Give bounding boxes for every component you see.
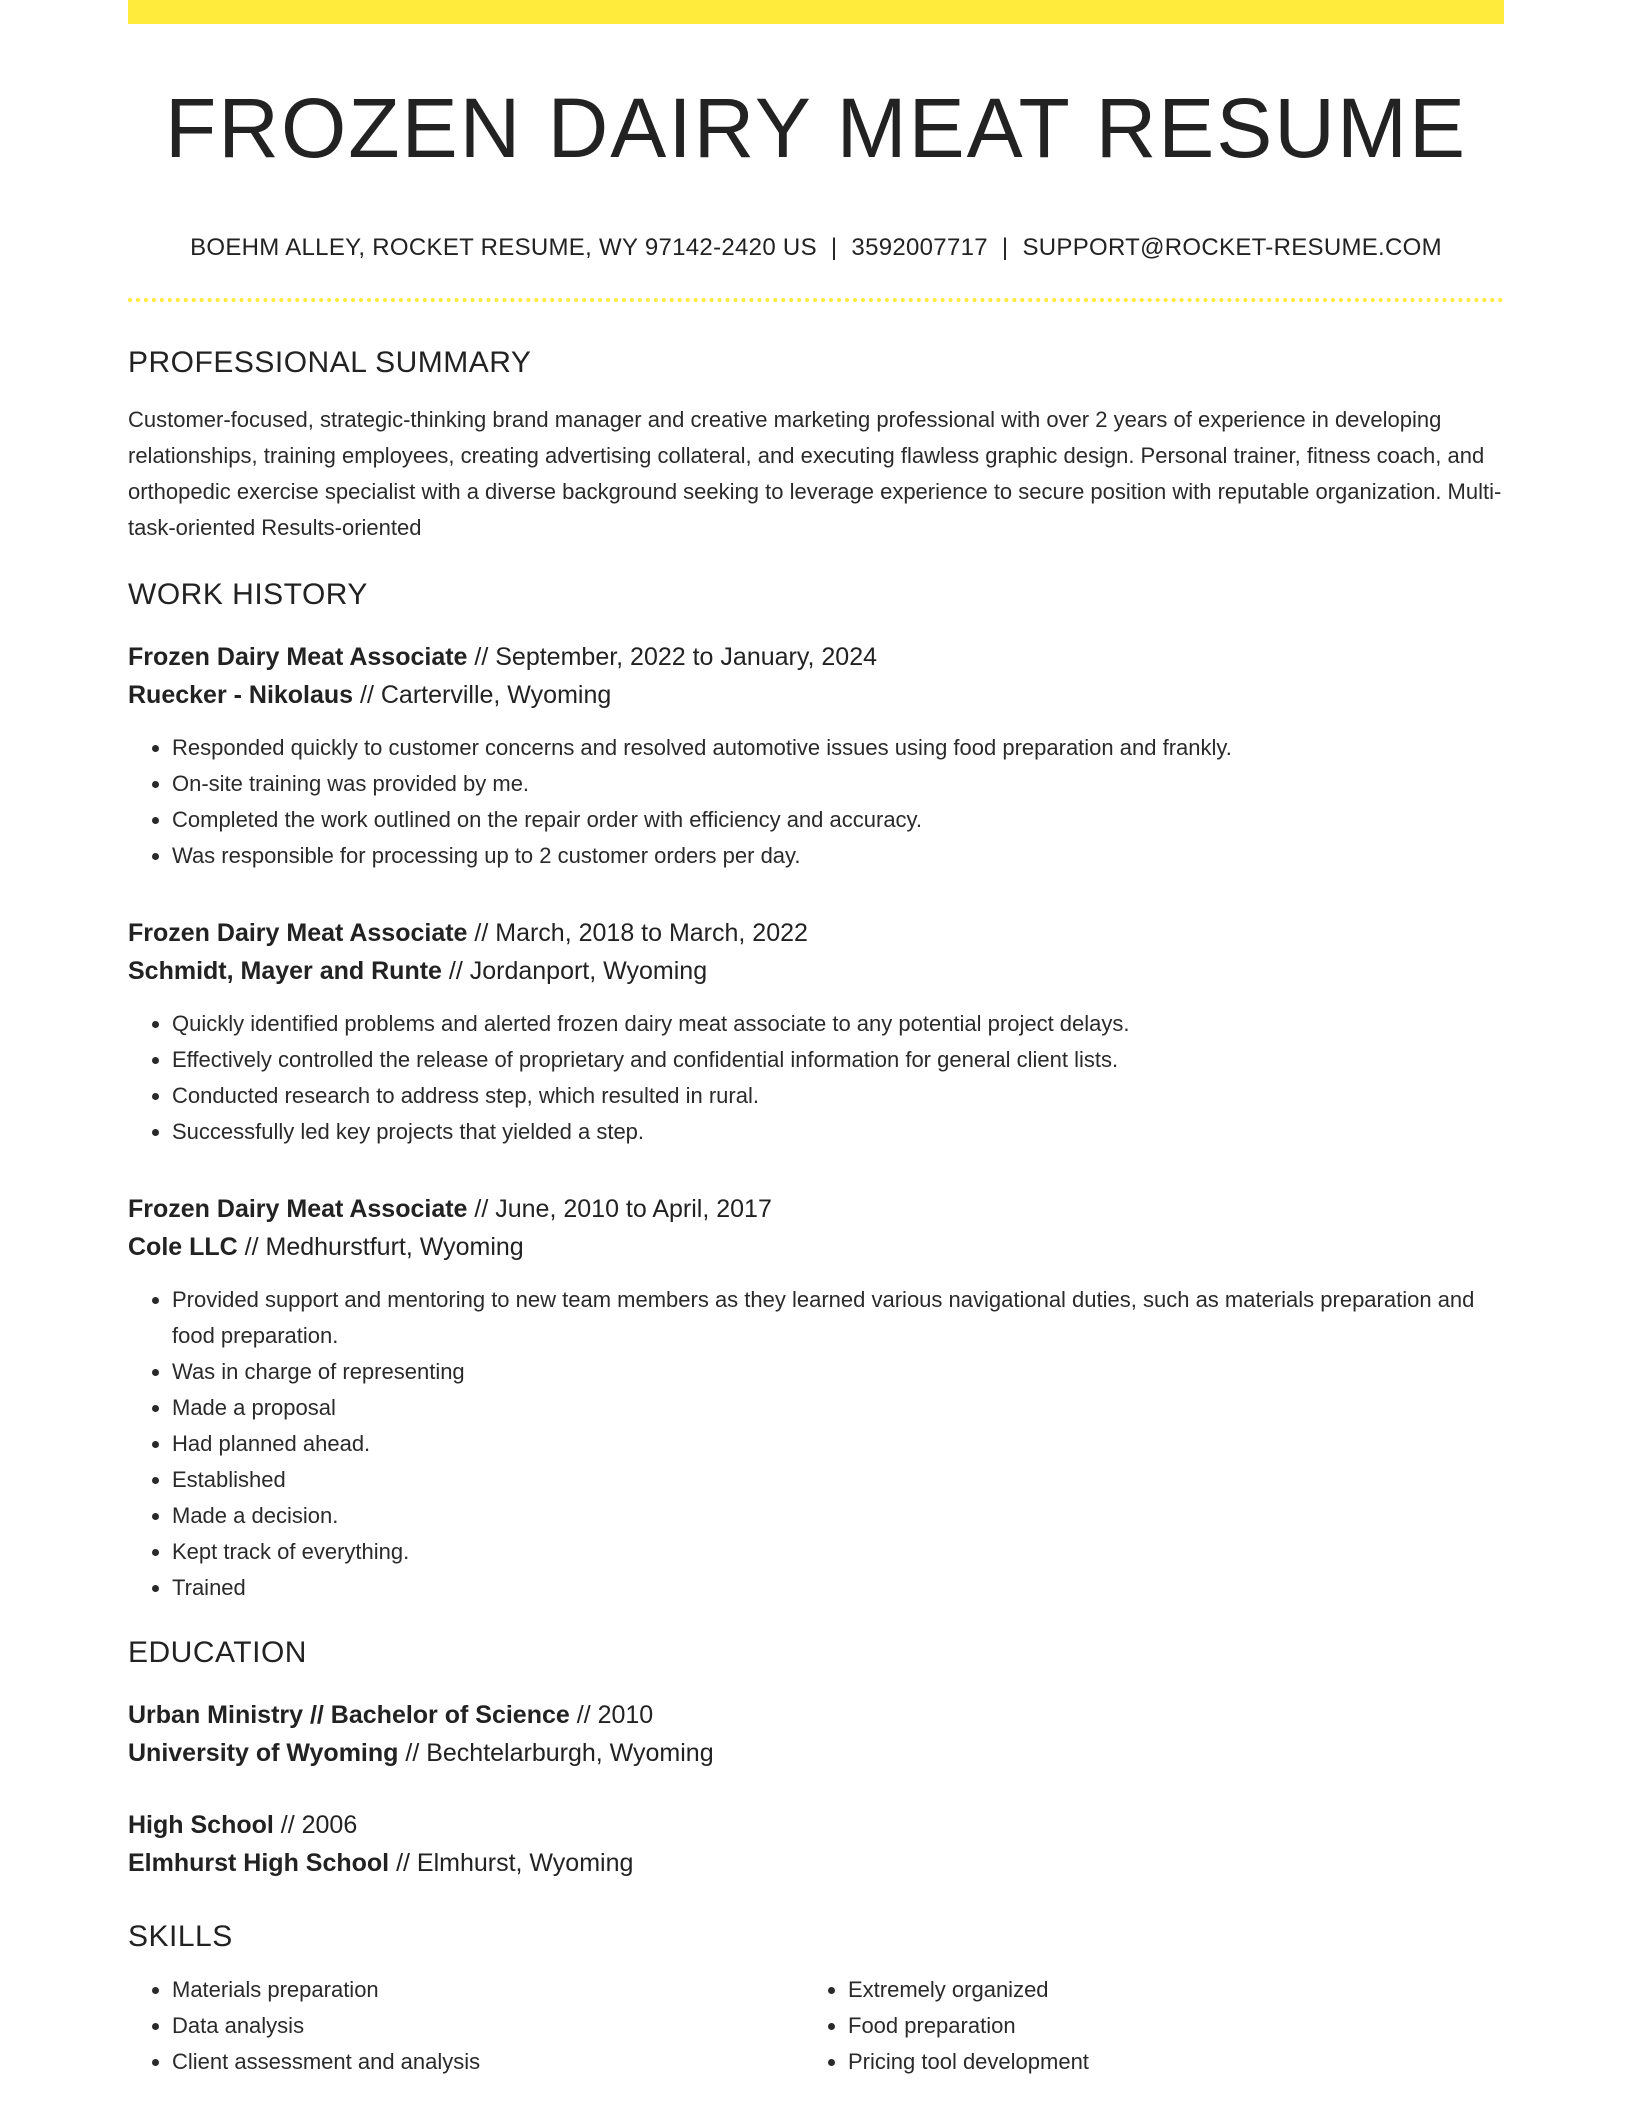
job-entry <box>128 638 1504 874</box>
list-item: • Kept track of everything. <box>172 1534 1504 1570</box>
resume-title: FROZEN DAIRY MEAT RESUME <box>165 81 1467 175</box>
job-duties-list <box>128 1006 1504 1150</box>
list-item: • Completed the work outlined on the repair order with efficiency and accuracy. <box>172 802 1504 838</box>
education-location: // Bechtelarburgh, Wyoming <box>398 1739 714 1768</box>
skills-list-left <box>128 1972 804 2080</box>
list-item: • Made a decision. <box>172 1498 1504 1534</box>
list-item: • Materials preparation <box>172 1972 804 2008</box>
skills-columns <box>128 1972 1504 2080</box>
education-school-line <box>128 1734 1504 1772</box>
list-item: • Was responsible for processing up to 2 customer orders per day. <box>172 838 1504 874</box>
education-school: Elmhurst High School <box>128 1849 390 1878</box>
list-item: • Was in charge of representing <box>172 1354 1504 1390</box>
list-item: • Provided support and mentoring to new team members as they learned various navigational duties, such as materials preparation and food preparation. <box>172 1282 1504 1354</box>
job-company-line <box>128 1228 1504 1266</box>
education-school-line <box>128 1844 1504 1882</box>
skills-list-right <box>804 1972 1480 2080</box>
job-location: // Carterville, Wyoming <box>353 681 612 710</box>
job-location: // Jordanport, Wyoming <box>441 957 708 986</box>
job-company: Ruecker - Nikolaus <box>128 681 354 710</box>
list-item: • Extremely organized <box>848 1972 1480 2008</box>
list-item: • Successfully led key projects that yielded a step. <box>172 1114 1504 1150</box>
education-school: University of Wyoming <box>128 1739 399 1768</box>
job-company-line <box>128 952 1504 990</box>
job-title-line <box>128 1190 1504 1228</box>
list-item: • Food preparation <box>848 2008 1480 2044</box>
education-degree: High School <box>128 1811 274 1840</box>
education-year: // 2010 <box>569 1701 654 1730</box>
list-item: • Established <box>172 1462 1504 1498</box>
summary-text: Customer-focused, strategic-thinking brand manager and creative marketing professional with over 2 years of experience in developing relationships, training employees, creating advertising collateral, and executing flawless graphic design. Personal trainer, fitness coach, and orthopedic exercise specialist with a diverse background seeking to leverage experience to secure position with reputable organization. Multi-task-oriented Results-oriented <box>128 407 1502 541</box>
job-location: // Medhurstfurt, Wyoming <box>237 1233 524 1262</box>
list-item: • Had planned ahead. <box>172 1426 1504 1462</box>
job-company-line <box>128 676 1504 714</box>
job-dates: // June, 2010 to April, 2017 <box>467 1195 772 1224</box>
top-accent-bar <box>128 0 1504 24</box>
education-entry <box>128 1806 1504 1882</box>
job-company: Cole LLC <box>128 1233 238 1262</box>
summary-heading: PROFESSIONAL SUMMARY <box>128 346 532 380</box>
job-dates: // September, 2022 to January, 2024 <box>467 643 878 672</box>
contact-separator: | <box>1001 234 1009 262</box>
job-duties-list <box>128 1282 1504 1606</box>
list-item: • Responded quickly to customer concerns and resolved automotive issues using food preparation and frankly. <box>172 730 1504 766</box>
list-item: • Effectively controlled the release of proprietary and confidential information for general client lists. <box>172 1042 1504 1078</box>
job-title-line <box>128 638 1504 676</box>
contact-separator: | <box>830 234 838 262</box>
contact-email: SUPPORT@ROCKET-RESUME.COM <box>1022 234 1442 262</box>
list-item: • Trained <box>172 1570 1504 1606</box>
list-item: • Conducted research to address step, which resulted in rural. <box>172 1078 1504 1114</box>
job-title-line <box>128 914 1504 952</box>
contact-line <box>128 234 1504 262</box>
work-history-heading: WORK HISTORY <box>128 578 368 612</box>
list-item: • Data analysis <box>172 2008 804 2044</box>
list-item: • Made a proposal <box>172 1390 1504 1426</box>
education-heading: EDUCATION <box>128 1636 307 1670</box>
list-item: • Pricing tool development <box>848 2044 1480 2080</box>
education-degree: Urban Ministry // Bachelor of Science <box>128 1701 570 1730</box>
education-degree-line <box>128 1696 1504 1734</box>
job-dates: // March, 2018 to March, 2022 <box>467 919 808 948</box>
resume-page <box>128 0 1504 2080</box>
job-position: Frozen Dairy Meat Associate <box>128 1195 468 1224</box>
job-position: Frozen Dairy Meat Associate <box>128 643 468 672</box>
education-degree-line <box>128 1806 1504 1844</box>
job-position: Frozen Dairy Meat Associate <box>128 919 468 948</box>
job-company: Schmidt, Mayer and Runte <box>128 957 442 986</box>
list-item: • Client assessment and analysis <box>172 2044 804 2080</box>
header-divider <box>128 298 1504 302</box>
list-item: • Quickly identified problems and alerted frozen dairy meat associate to any potential project delays. <box>172 1006 1504 1042</box>
contact-phone: 3592007717 <box>851 234 988 262</box>
contact-address: BOEHM ALLEY, ROCKET RESUME, WY 97142-2420 US <box>190 234 817 262</box>
job-entry <box>128 914 1504 1150</box>
list-item: • On-site training was provided by me. <box>172 766 1504 802</box>
education-year: // 2006 <box>273 1811 358 1840</box>
education-entry <box>128 1696 1504 1772</box>
education-location: // Elmhurst, Wyoming <box>389 1849 634 1878</box>
job-duties-list <box>128 730 1504 874</box>
skills-heading: SKILLS <box>128 1920 233 1954</box>
job-entry <box>128 1190 1504 1606</box>
